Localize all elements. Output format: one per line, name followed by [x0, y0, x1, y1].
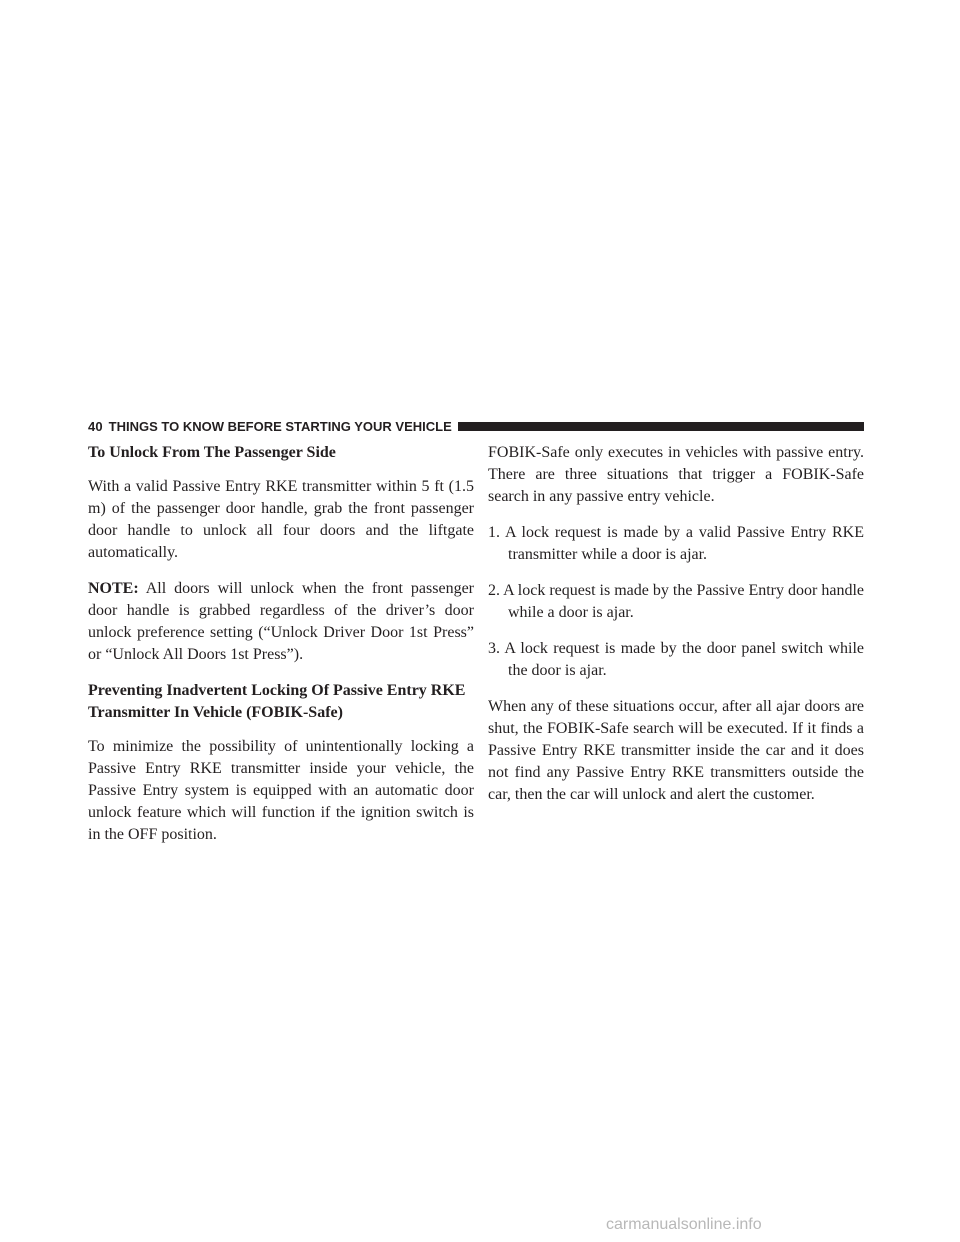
note-label: NOTE:	[88, 580, 139, 597]
section-title: THINGS TO KNOW BEFORE STARTING YOUR VEHICLE	[108, 418, 452, 434]
page-number: 40	[88, 418, 103, 434]
header-rule	[458, 422, 864, 431]
page-header	[88, 418, 864, 434]
left-column	[88, 442, 474, 860]
paragraph-fobik-result: When any of these situations occur, after all ajar doors are shut, the FOBIK-Safe search will be executed. If it finds a Passive Entry RKE transmitter inside the car and it does not find any Passive Entry RKE transmitters outside the car, then the car will unlock and alert the customer.	[488, 698, 864, 803]
paragraph-unlock-passenger: With a valid Passive Entry RKE transmitter within 5 ft (1.5 m) of the passenger door handle, grab the front passenger door handle to unlock all four doors and the liftgate automatically.	[88, 478, 474, 561]
right-column	[488, 442, 864, 820]
note-paragraph	[88, 578, 474, 666]
heading-fobik-safe: Preventing Inadvertent Locking Of Passive Entry RKE Transmitter In Vehicle (FOBIK-Safe)	[88, 682, 466, 721]
note-text: All doors will unlock when the front passenger door handle is grabbed regardless of the driver’s door unlock preference setting (“Unlock Driver Door 1st Press” or “Unlock All Doors 1st Press”).	[88, 580, 474, 663]
list-item: 1. A lock request is made by a valid Passive Entry RKE transmitter while a door is ajar.	[488, 524, 864, 563]
heading-unlock-passenger-side: To Unlock From The Passenger Side	[88, 444, 336, 461]
situation-list	[488, 522, 864, 682]
list-item: 2. A lock request is made by the Passive Entry door handle while a door is ajar.	[488, 582, 864, 621]
paragraph-fobik-intro: To minimize the possibility of unintentionally locking a Passive Entry RKE transmitter inside your vehicle, the Passive Entry system is equipped with an automatic door unlock feature which will function if the ignition switch is in the OFF position.	[88, 738, 474, 843]
list-item: 3. A lock request is made by the door panel switch while the door is ajar.	[488, 640, 864, 679]
paragraph-fobik-executes: FOBIK-Safe only executes in vehicles with passive entry. There are three situations that trigger a FOBIK-Safe search in any passive entry vehicle.	[488, 444, 864, 505]
watermark: carmanualsonline.info	[606, 1216, 762, 1233]
